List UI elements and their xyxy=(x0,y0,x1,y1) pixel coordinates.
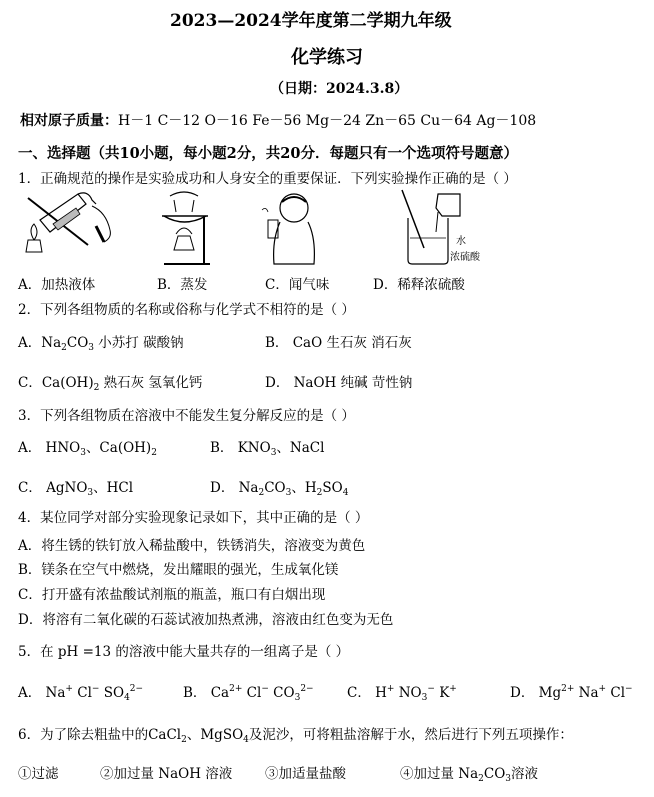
q5-stem: 5．在 pH =13 的溶液中能大量共存的一组离子是（ ） xyxy=(18,644,350,660)
acid-label: 浓硫酸 xyxy=(450,252,480,263)
q4-option-a[interactable]: A．将生锈的铁钉放入稀盐酸中，铁锈消失，溶液变为黄色 xyxy=(18,538,366,554)
q6-op3: ③加适量盐酸 xyxy=(265,766,346,782)
q5-option-d[interactable]: D． $Mg^{2+}$ Na+ Cl− xyxy=(510,684,633,701)
q4-option-d[interactable]: D．将溶有二氧化碳的石蕊试液加热煮沸，溶液由红色变为无色 xyxy=(18,612,394,628)
q4-option-b[interactable]: B．镁条在空气中燃烧，发出耀眼的强光，生成氧化镁 xyxy=(18,562,339,578)
section-heading: 一、选择题（共10小题，每小题2分，共20分．每题只有一个选项符号题意） xyxy=(18,145,518,162)
evaporation-image xyxy=(156,190,216,270)
q3-option-a[interactable]: A． $HNO_3$、$Ca(OH)_2$ xyxy=(18,440,157,458)
q3-option-d[interactable]: D． $Na_2CO_3$、$H_2SO_4$ xyxy=(210,480,349,498)
smell-gas-image xyxy=(258,190,328,270)
q1-option-d[interactable]: D．稀释浓硫酸 xyxy=(373,277,465,293)
date-line: （日期：2024.3.8） xyxy=(270,81,409,97)
heating-liquid-image xyxy=(18,190,118,265)
q4-option-c[interactable]: C．打开盛有浓盐酸试剂瓶的瓶盖，瓶口有白烟出现 xyxy=(18,587,326,603)
q2-option-a[interactable]: A．$Na_2CO_3$ 小苏打 碳酸钠 xyxy=(18,335,184,353)
q3-option-c[interactable]: C． AgNO$_3$、HCl xyxy=(18,480,134,498)
q2-option-b[interactable]: B． CaO 生石灰 消石灰 xyxy=(265,335,412,351)
atomic-mass-line xyxy=(20,110,536,130)
q3-stem: 3．下列各组物质在溶液中不能发生复分解反应的是（ ） xyxy=(18,408,355,424)
q5-option-a[interactable]: A． Na+ Cl− $SO_4^{2-}$ xyxy=(18,684,144,703)
q4-stem: 4．某位同学对部分实验现象记录如下，其中正确的是（ ） xyxy=(18,510,369,526)
dilute-acid-image xyxy=(398,188,488,268)
water-label: 水 xyxy=(456,236,466,247)
q2-option-d[interactable]: D． NaOH 纯碱 苛性钠 xyxy=(265,375,413,391)
q6-op2: ②加过量 NaOH 溶液 xyxy=(100,766,233,782)
q5-option-b[interactable]: B． $Ca^{2+}$ Cl− $CO_3^{2-}$ xyxy=(183,684,314,703)
q1-option-b[interactable]: B．蒸发 xyxy=(157,277,208,293)
q3-option-b[interactable]: B． $KNO_3$、NaCl xyxy=(210,440,325,458)
q1-stem: 1．正确规范的操作是实验成功和人身安全的重要保证．下列实验操作正确的是（ ） xyxy=(18,171,517,187)
q2-stem: 2．下列各组物质的名称或俗称与化学式不相符的是（ ） xyxy=(18,302,355,318)
page-title: 2023—2024学年度第二学期九年级 xyxy=(170,11,452,31)
q5-option-c[interactable]: C． H+ $NO_3^-$ K+ xyxy=(347,684,457,703)
atomic-mass-values: H－1 C－12 O－16 Fe－56 Mg－24 Zn－65 Cu－64 Ag－108 xyxy=(118,113,537,129)
atomic-mass-label: 相对原子质量： xyxy=(20,113,118,129)
q1-option-c[interactable]: C．闻气味 xyxy=(265,277,330,293)
q1-option-a[interactable]: A．加热液体 xyxy=(18,277,96,293)
q6-op4: ④加过量 $Na_2CO_3$溶液 xyxy=(400,766,539,784)
q6-op1: ①过滤 xyxy=(18,766,59,782)
q6-stem: 6．为了除去粗盐中的CaCl$_2$、MgSO$_4$及泥沙，可将粗盐溶解于水，然后进行下列五项操作： xyxy=(18,727,573,745)
page-subtitle: 化学练习 xyxy=(291,47,363,68)
q2-option-c[interactable]: C．$Ca(OH)_2$ 熟石灰 氢氧化钙 xyxy=(18,375,203,393)
